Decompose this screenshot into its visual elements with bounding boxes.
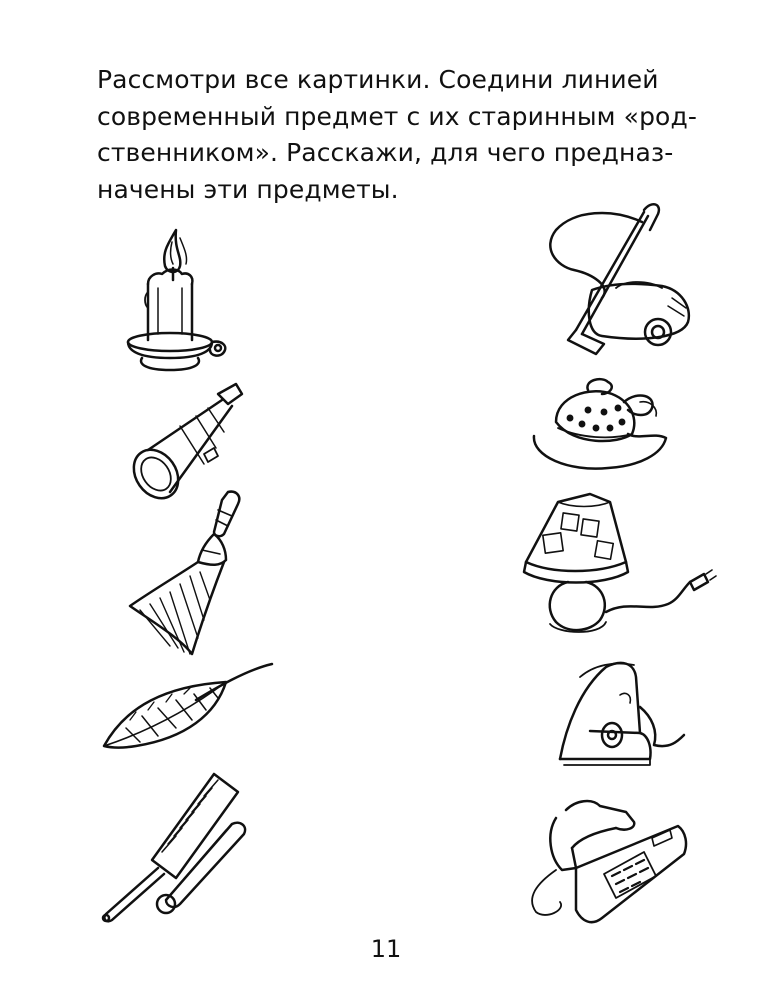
vacuum-cleaner-icon[interactable] xyxy=(492,190,697,362)
candle-icon[interactable] xyxy=(118,222,233,380)
instruction-line: ственником». Расскажи, для чего предназ- xyxy=(97,138,674,167)
page-number: 11 xyxy=(370,935,402,963)
megaphone-icon[interactable] xyxy=(118,380,253,505)
task-instructions xyxy=(97,62,697,208)
instruction-line: Рассмотри все картинки. Соедини линией xyxy=(97,65,659,94)
instruction-line: начены эти предметы. xyxy=(97,174,399,204)
broom-icon[interactable] xyxy=(120,488,255,660)
leaf-fan-icon[interactable] xyxy=(96,658,276,758)
table-lamp-icon[interactable] xyxy=(518,490,716,640)
telephone-icon[interactable] xyxy=(516,798,691,930)
clothes-brush-and-rolling-pin-icon[interactable] xyxy=(96,768,266,928)
instruction-line: современный предмет с их старинным «род- xyxy=(97,101,697,131)
electric-iron-icon[interactable] xyxy=(550,655,695,785)
hat-icon[interactable] xyxy=(528,372,673,477)
